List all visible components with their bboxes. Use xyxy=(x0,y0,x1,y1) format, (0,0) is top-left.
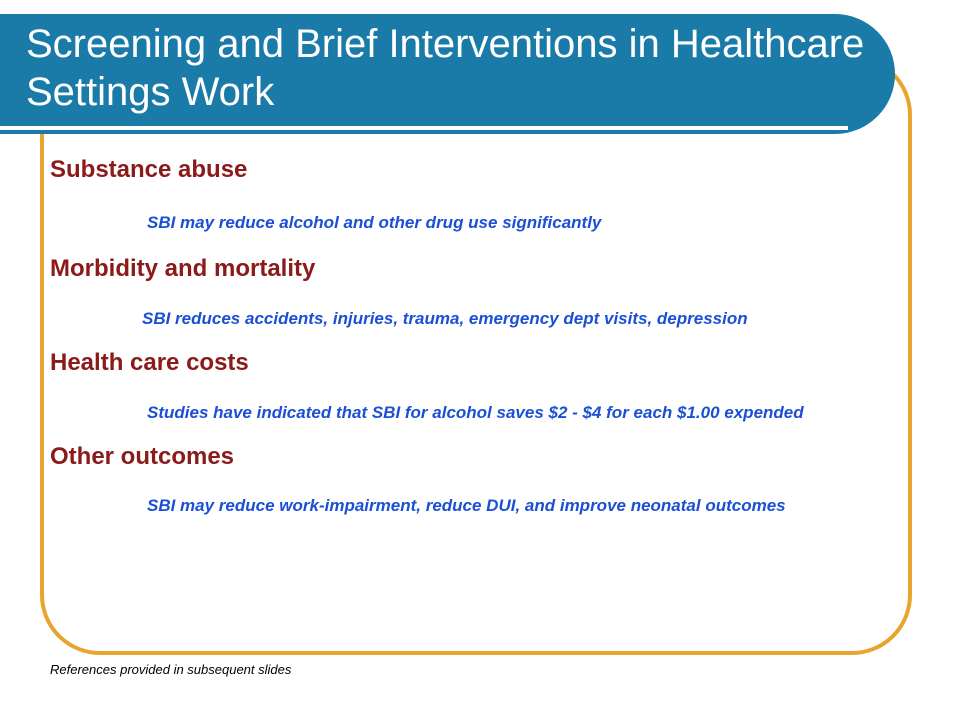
section-heading-substance-abuse: Substance abuse xyxy=(50,156,248,183)
references-note: References provided in subsequent slides xyxy=(50,662,292,677)
section-heading-morbidity-mortality: Morbidity and mortality xyxy=(50,255,316,282)
section-heading-health-care-costs: Health care costs xyxy=(50,349,249,376)
section-detail-morbidity-mortality: SBI reduces accidents, injuries, trauma, emergency dept visits, depression xyxy=(142,309,748,328)
section-detail-substance-abuse: SBI may reduce alcohol and other drug use significantly xyxy=(147,213,602,232)
title-underline xyxy=(0,126,848,130)
section-detail-health-care-costs: Studies have indicated that SBI for alcohol saves $2 - $4 for each $1.00 expended xyxy=(147,403,804,422)
slide-content xyxy=(50,150,910,517)
section-heading-other-outcomes: Other outcomes xyxy=(50,443,235,470)
section-detail-other-outcomes: SBI may reduce work-impairment, reduce DUI, and improve neonatal outcomes xyxy=(147,496,786,515)
slide-title: Screening and Brief Interventions in Healthcare Settings Work xyxy=(26,22,865,114)
